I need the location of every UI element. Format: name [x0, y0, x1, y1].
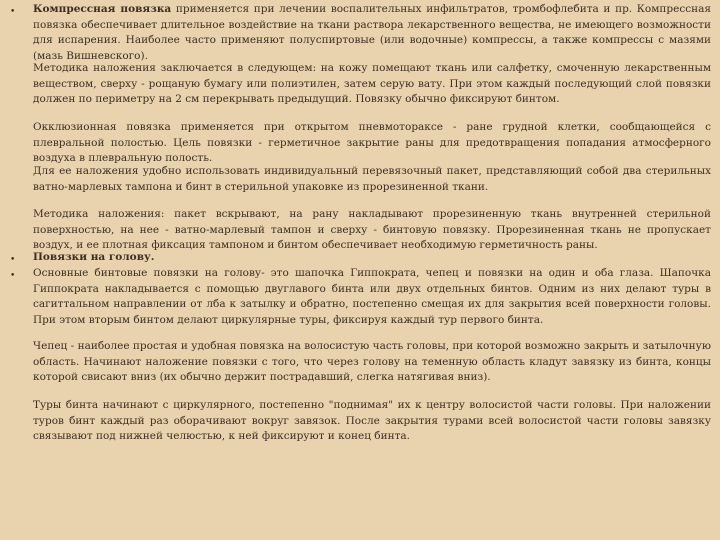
paragraph-compress-text: применяется при лечении воспалительных инфильтратов, тромбофлебита и пр. Компрессная повязка обеспечивает длительное воздействие на ткани раствора лекарственного вещества, не имеющего возможности для испарения. Наиболее часто применяют полуспиртовые (или водочные) компрессы, а также компрессы с мазями (мазь Вишневского).	[33, 3, 711, 62]
paragraph-compress-method: Методика наложения заключается в следующем: на кожу помещают ткань или салфетку, смоченную лекарственным веществом, сверху - рощаную бумагу или полиэтилен, затем серую вату. При этом каждый последующий слой повязки должен по периметру на 2 см перекрывать предыдущий. Повязку обычно фиксируют бинтом.	[33, 62, 711, 105]
heading-head-bandages: Повязки на голову.	[33, 251, 155, 263]
term-compress-bandage: Компрессная повязка	[33, 3, 172, 15]
paragraph-occlusive-bandage: Окклюзионная повязка применяется при открытом пневмотораксе - ране грудной клетки, сообщающейся с плевральной полостью. Цель повязки - герметичное закрытие раны для предотвращения попадания атмосферного воздуха в плевральную полость.	[33, 121, 711, 164]
paragraph-bonnet: Чепец - наиболее простая и удобная повязка на волосистую часть головы, при которой возможно закрыть и затылочную область. Начинают наложение повязки с того, что через голову на теменную область кладут завязку из бинта, концы которой свисают вниз (их обычно держит пострадавший, слегка натягивая вниз).	[33, 340, 711, 383]
bullet-3: •	[10, 271, 16, 281]
paragraph-occlusive-usage: Для ее наложения удобно использовать индивидуальный перевязочный пакет, представляющий собой два стерильных ватно-марлевых тампона и бинт в стерильной упаковке из прорезиненной ткани.	[33, 165, 711, 193]
bullet-1: •	[10, 7, 16, 17]
paragraph-bonnet-tours: Туры бинта начинают с циркулярного, постепенно "поднимая" их к центру волосистой части головы. При наложении туров бинт каждый раз оборачивают вокруг завязок. После закрытия турами всей волосистой части головы завязку связывают под нижней челюстью, к ней фиксируют и конец бинта.	[33, 399, 711, 442]
paragraph-hippocrates-cap: Основные бинтовые повязки на голову- это шапочка Гиппократа, чепец и повязки на один и оба глаза. Шапочка Гиппократа накладывается с помощью двуглавого бинта или двух отдельных бинтов. Одним из них делают туры в сагиттальном направлении от лба к затылку и обратно, постепенно смещая их для закрытия всей поверхности головы. При этом вторым бинтом делают циркулярные туры, фиксируя каждый тур первого бинта.	[33, 267, 711, 326]
paragraph-compress-bandage	[33, 2, 711, 64]
bullet-2: •	[10, 255, 16, 265]
paragraph-occlusive-method: Методика наложения: пакет вскрывают, на рану накладывают прорезиненную ткань внутренней стерильной поверхностью, на нее - ватно-марлевый тампон и сверху - бинтовую повязку. Прорезиненная ткань не пропускает воздух, и ее плотная фиксация тампоном и бинтом обеспечивает необходимую герметичность раны.	[33, 208, 711, 251]
